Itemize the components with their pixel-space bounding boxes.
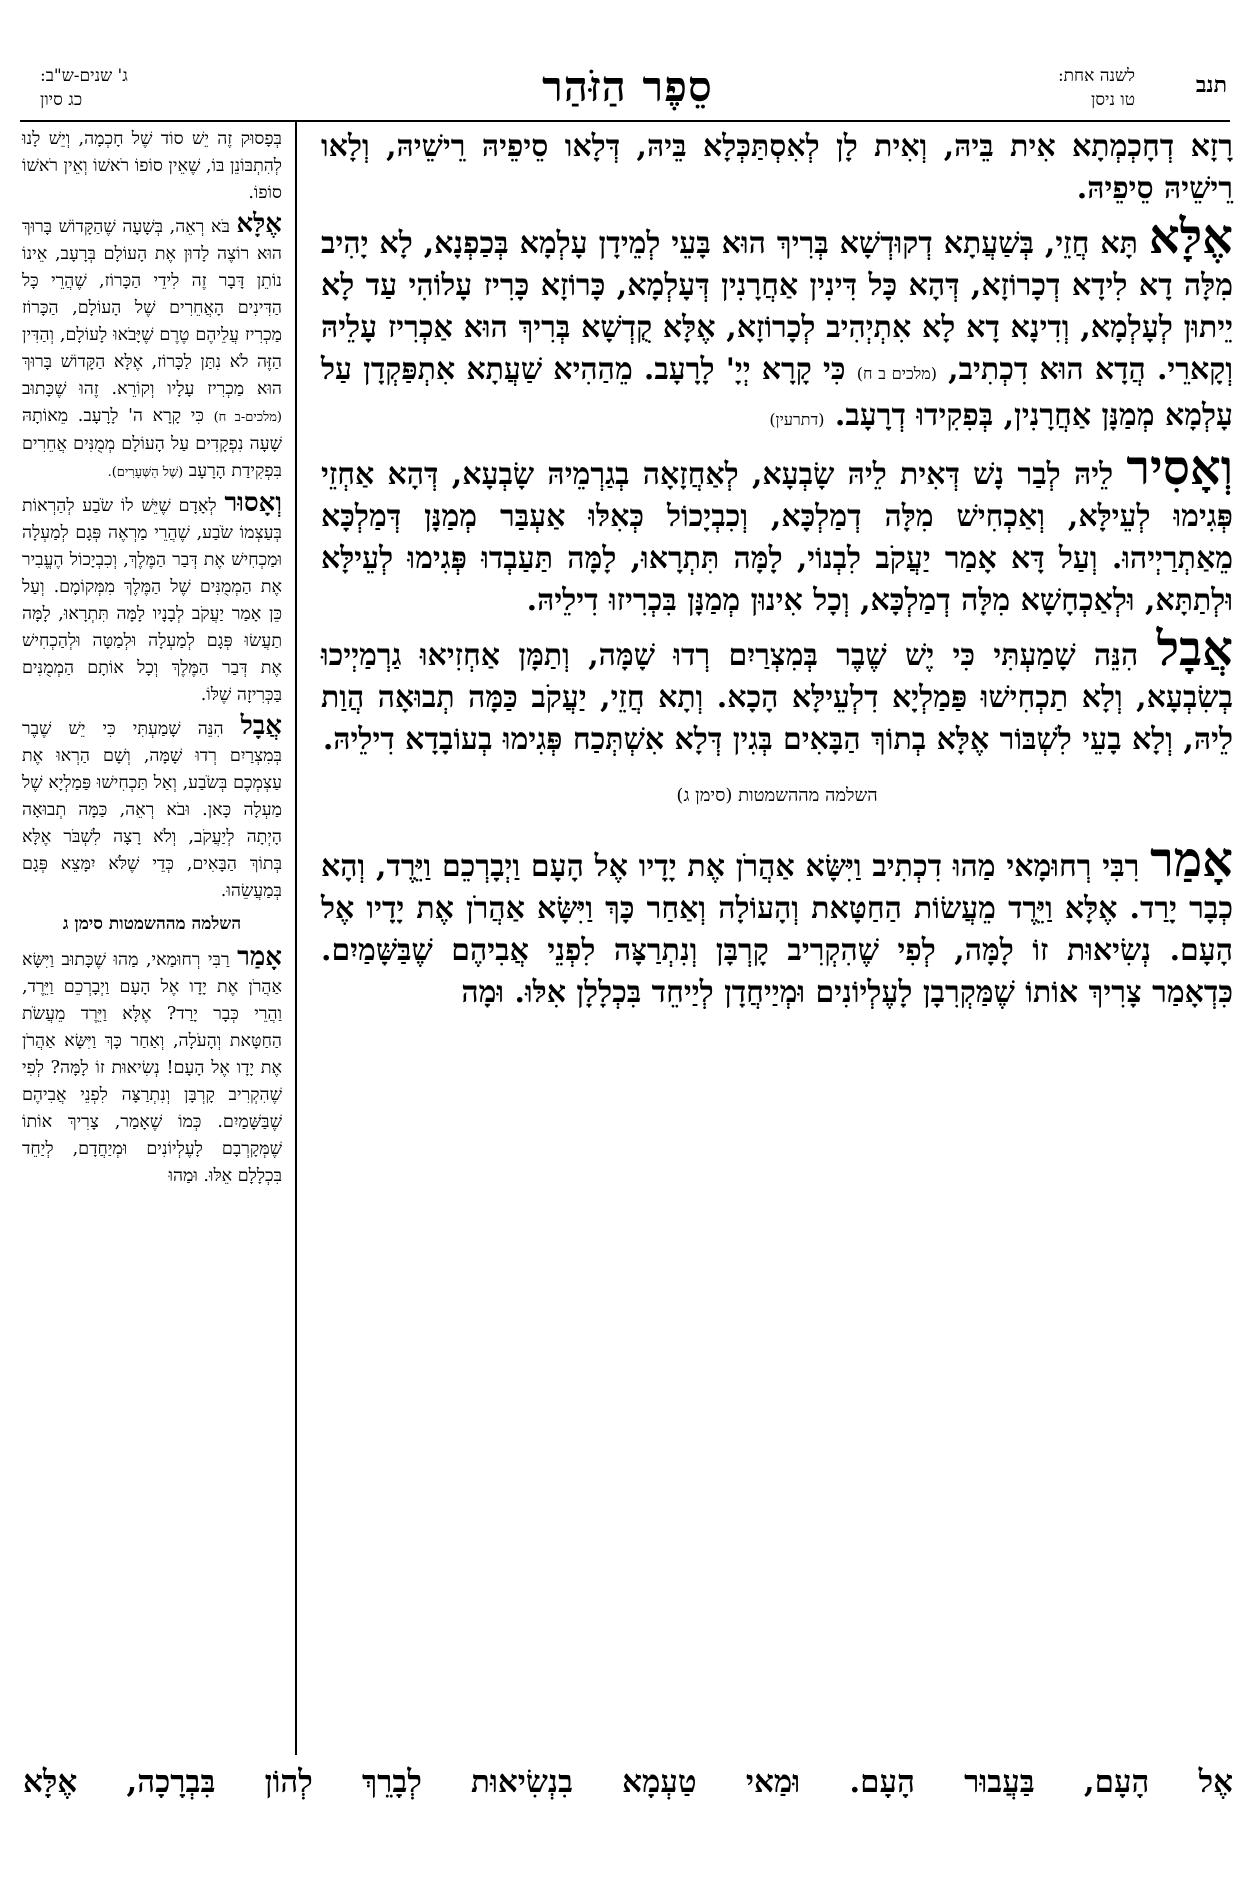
side-citation: (שֶׁל הַשְּׁעָרִים). [107,465,184,480]
book-title: סֵפֶר הַזֹּהַר [542,62,713,111]
main-opening-word: וְאָסִיר [1126,440,1233,496]
left-schedule-block [40,64,128,112]
page-header [20,62,1235,118]
main-citation: (מלכים ב ח) [856,364,937,383]
side-paragraph-5: אָמַר רַבִּי רְחוּמַאי, מַהוּ שֶׁכָּתוּב וַיִּשָּׂא אַהֲרֹן אֶת יָדָו אֶל הָעָם וַיְבָרְכֵם וַיֵּרֶד, וַהֲרֵי כְּבָר יָרַד? אֶלָּא וַיֵּרֶד מֵעֲשֹׂת הַחַטָּאת וְהָעֹלָה, וְאַחַר כָּךְ וַיִּשָּׂא אַהֲרֹן אֶת יָדָו אֶל הָעָם! נְשִׂיאוּת זוֹ לָמָּה? לְפִי שֶׁהִקְרִיב קָרְבָּן וְנִתְרַצָּה לִפְנֵי אֲבִיהֶם שֶׁבַּשָּׁמַיִם. כְּמוֹ שֶׁאָמַר, צָרִיךְ אוֹתוֹ שֶׁמְּקָרְבָם לָעֶלְיוֹנִים וּמְיַחֲדָם, לְיַחֵד בִּכְלָלָם אֵלּוּ. וּמַהוּ [22,942,282,1186]
main-opening-word: אֶלָּא [1148,209,1233,265]
side-paragraph-2: אֶלָּא בֹּא רְאֵה, בְּשָׁעָה שֶׁהַקָּדוֹשׁ בָּרוּךְ הוּא רוֹצֶה לָדוּן אֶת הָעוֹלָם בְּרָעָב, אֵינוֹ נוֹתֵן דָּבָר זֶה לִידֵי הַכָּרוֹז, שֶׁהֲרֵי כָּל הַדִּינִים הָאֲחֵרִים שֶׁל הָעוֹלָם, הַכָּרוֹז מַכְרִיז עֲלֵיהֶם טֶרֶם שֶׁיָּבֹאוּ לָעוֹלָם, וְהַדִּין הַזֶּה לֹא נִתַּן לַכָּרוֹז, אֶלָּא הַקָּדוֹשׁ בָּרוּךְ הוּא מַכְרִיז עָלָיו וְקוֹרֵא. זֶהוּ שֶׁכָּתוּב (מלכים-ב ח) כִּי קָרָא ה' לָרָעָב. מֵאוֹתָהּ שָׁעָה נִפְקָדִים עַל הָעוֹלָם מְמֻנִּים אֲחֵרִים בִּפְקִידַת הָרָעָב (שֶׁל הַשְּׁעָרִים). [22,209,282,481]
side-paragraph-3: וְאָסוּר לְאָדָם שֶׁיֵּשׁ לוֹ שֹׂבַע לְהַרְאוֹת בְּעַצְמוֹ שֹׂבַע, שֶׁהֲרֵי מַרְאֶה פְּגָם לְמַעְלָה וּמַכְחִישׁ אֶת דְּבַר הַמֶּלֶךְ, וְכִבְיָכוֹל הֶעֱבִיר אֶת הַמְמֻנִּים שֶׁל הַמֶּלֶךְ מִמְּקוֹמָם. וְעַל כֵּן אָמַר יַעֲקֹב לְבָנָיו לָמָּה תִּתְרָאוּ, לָמָּה תַעֲשׂוּ פְּגָם לְמַעְלָה וּלְמַטָּה וּלְהַכְחִישׁ אֶת דְּבַר הַמֶּלֶךְ וְכָל אוֹתָם הַמְמֻנִּים בַּכְּרִיזָה שֶׁלּוֹ. [22,488,282,705]
hebrew-translation-column [22,126,282,1194]
page-number: תנב [1195,72,1227,98]
main-paragraph-2: אֶלָּא תָּא חֲזֵי, בְּשַׁעֲתָא דְקוּדְשָׁא בְּרִיךְ הוּא בָּעֵי לְמֵידָן עָלְמָא בְּכַפְנָא, לָא יָהִיב מִלָּה דָא לִידָא דְכָרוֹזָא, דְּהָא כָּל דִּינִין אַחֲרָנִין דְּעָלְמָא, כָּרוֹזָא כָּרִיז עָלוֹהִי עַד לָא יֵיתוּן לְעָלְמָא, וְדִינָא דָא לָא אִתְיְהִיב לְכָרוֹזָא, אֶלָּא קֻדְשָׁא בְּרִיךְ הוּא אַכְרִיז עָלֵיהּ וְקָארֵי. הֲדָא הוּא דִכְתִיב, (מלכים ב ח) כִּי קָרָא יְיָ' לָרָעָב. מֵהַהִיא שַׁעֲתָא אִתְפַּקְדָן עַל עָלְמָא מְמַנָּן אַחֲרָנִין, בְּפִקִידוּ דְרָעָב. (דתרעין) [321,209,1233,433]
left-schedule-label: ג' שנים-ש"ב: [40,66,128,86]
side-paragraph-4: אֲבָל הִנֵּה שָׁמַעְתִּי כִּי יֵשׁ שֶׁבֶר בְּמִצְרַיִם רְדוּ שָׁמָּה, וְשָׁם הַרְאוּ אֶת עַצְמְכֶם בְּשֹׂבַע, וְאַל תַּכְחִישׁוּ פַּמַלְיָא שֶׁל מַעְלָה כָּאן. וּבֹא רְאֵה, כַּמָּה תְבוּאָה הָיְתָה לְיַעֲקֹב, וְלֹא רָצָה לִשְׁבֹּר אֶלָּא בְּתוֹךְ הַבָּאִים, כְּדֵי שֶׁלֹּא יִמָּצֵא פְּגָם בְּמַעֲשֵׂהוּ. [22,711,282,901]
side-section-heading: השלמה מההשמטות סימן ג [62,914,242,934]
main-section-heading: השלמה מההשמטות (סימן ג) [676,785,878,806]
header-rule [20,120,1230,122]
main-opening-word: אֲבָל [1156,621,1233,677]
main-citation: (דתרעין) [769,410,825,429]
column-divider [295,120,297,1755]
side-opening-word: אֲבָל [240,711,282,741]
main-paragraph-3: וְאָסִיר לֵיהּ לְבַר נָשׁ דְּאִית לֵיהּ שָׂבְעָא, לְאַחֲזָאָה בְגַרְמֵיהּ שָׂבְעָא, דְּהָא אַחְזֵי פְּגִימוּ לְעֵילָּא, וְאַכְחִישׁ מִלָּה דְמַלְכָּא, וְכִבְיָכוֹל כְּאִלּוּ אַעְבַּר מְמַנָּן דְּמַלְכָּא מֵאַתְרַיְיהוּ. וְעַל דָּא אָמַר יַעֲקֹב לִבְנוֹי, לָמָּה תִּתְרָאוּ, לָמָּה תַּעַבְדוּ פְּגִימוּ לְעֵילָּא וּלְתַתָּא, וּלְאַכְחָשָׁא מִלָּה דְמַלְכָּא, וְכָל אִינוּן מְמַנָּן בִּכְרִיזוּ דִילֵיהּ. [321,440,1233,618]
aramaic-main-column [321,126,1233,1020]
right-schedule-date: טו ניסן [1090,90,1135,110]
side-opening-word: וְאָסוּר [224,488,282,518]
main-paragraph-5: אָמַר רִבִּי רְחוּמָאי מַהוּ דִכְתִיב וַיִּשָּׂא אַהֲרֹן אֶת יָדָיו אֶל הָעָם וַיְבָרְכֵם וַיֵּרֶד, וְהָא כְבָר יָרַד. אֶלָּא וַיֵּרֶד מֵעֲשׂוֹת הַחַטָּאת וְהָעוֹלָה וְאַחַר כָּךְ וַיִּשָּׂא אַהֲרֹן אֶת יָדָיו אֶל הָעָם. נְשִׂיאוּת זוֹ לָמָּה, לְפִי שֶׁהִקְרִיב קָרְבָּן וְנִתְרַצָּה לִפְנֵי אֲבִיהֶם שֶׁבַּשָּׁמַיִם. כִּדְאָמַר צָרִיךְ אוֹתוֹ שֶׁמַּקְרִבָן לָעֶלְיוֹנִים וּמְיַיחֲדָן לְיַיחֵד בִּכְלָלָן אִלּוּ. וּמָה [321,832,1233,1010]
left-schedule-date: כג סיון [40,90,83,110]
page-footer-line: אֶל הָעָם, בַּעֲבוּר הָעָם. וּמַאי טַעְמָא בִנְשִׂיאוּת לְבָרֵךְ לְהוֹן בִּבְרָכָה, אֶלָּא [23,1764,1233,1800]
right-schedule-label: לשנה אחת: [1057,66,1135,86]
side-paragraph-1: בְּפָסוּק זֶה יֵשׁ סוֹד שֶׁל חָכְמָה, וְיֵשׁ לָנוּ לְהִתְבּוֹנֵן בּוֹ, שֶׁאֵין סוֹפוֹ רֹאשׁוֹ וְאֵין רֹאשׁוֹ סוֹפוֹ. [22,129,282,203]
side-citation: (מלכים-ב ח) [213,410,282,425]
side-opening-word: אֶלָּא [236,209,282,239]
main-paragraph-4: אֲבָל הִנֵּה שָׁמַעְתִּי כִּי יֶשׁ שֶׁבֶר בְּמִצְרַיִם רְדוּ שָׁמָּה, וְתַמָּן אַחְזִיאוּ גַרְמַיְיכוּ בְשִׂבְעָא, וְלָא תַכְחִישׁוּ פַּמַלְיָא דִלְעֵילָּא הָכָא. וְתָא חֲזֵי, יַעֲקֹב כַּמָּה תְבוּאָה הֲוַת לֵיהּ, וְלָא בָעֵי לִשְׁבּוֹר אֶלָּא בְתוֹךְ הַבָּאִים בְּגִין דְּלָא אִשְׁתְּכַח פְּגִימוּ בְעוֹבָדָא דִילֵיהּ. [321,621,1233,757]
main-opening-word: אָמַר [1150,832,1233,888]
side-opening-word: אָמַר [237,942,282,972]
main-paragraph-1: רָזָא דְחָכְמְתָא אִית בֵּיהּ, וְאִית לָן לְאִסְתַּכְּלָא בֵּיהּ, דְּלָאו סֵיפֵיהּ רֵישֵׁיהּ, וְלָאו רֵישֵׁיהּ סֵיפֵיהּ. [321,129,1233,206]
